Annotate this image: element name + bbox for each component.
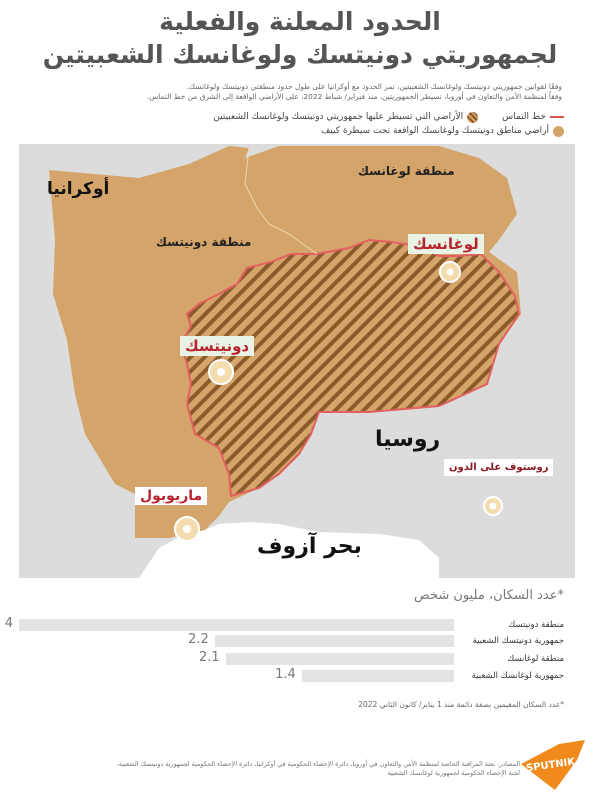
bar-category-label: جمهورية لوغانسك الشعبية [471,671,564,681]
intro-line-2: وفقاً لمنظمة الأمن والتعاون في أوروبا، تسيطر الجمهوريتين، منذ فبراير/ شباط 2022، على الأراضي الواقعة إلى الشرق من خط التماس. [146,92,562,101]
label-luhansk-city: لوغانسك [408,234,484,254]
bar-row [4,652,564,666]
label-russia: روسيا [375,427,441,452]
bar-category-label: جمهورية دونيتسك الشعبية [472,636,564,646]
rostov-city-center-icon [490,503,497,510]
footnote: *عدد السكان المقيمين بصفة دائمة منذ 1 يناير/ كانون الثاني 2022 [358,700,564,709]
intro-line-1: وفقًا لقوانين جمهوريتي دونيتسك ولوغانسك الشعبيتين، تمر الحدود مع أوكرانيا على طول حدود منطقتي دونيتسك ولوغانسك. [186,82,562,91]
intro-text [22,82,562,102]
legend-row-1 [213,110,564,124]
legend-hatched-label: الأراضي التي تسيطر عليها جمهوريتي دونيتسك ولوغانسك الشعبيتين [213,112,464,122]
bar [302,670,454,682]
map-legend [213,110,564,138]
legend-dotted-label: أراضي مناطق دونيتسك ولوغانسك الواقعة تحت سيطرة كييف [320,126,549,136]
contact-line-swatch-icon [550,116,564,118]
page-title [0,6,600,72]
map [19,144,575,578]
label-mariupol: ماريوبول [135,487,207,505]
luhansk-city-center-icon [447,269,454,276]
bar-row [4,618,564,632]
label-rostov: روستوف على الدون [444,459,553,476]
title-line-1: الحدود المعلنة والفعلية [159,7,441,36]
chart-title: *عدد السكان، مليون شخص [414,588,564,603]
bar [19,619,454,631]
bar [215,635,454,647]
label-ukraine: أوكرانيا [47,179,110,199]
mariupol-city-center-icon [183,525,191,533]
kyiv-area-swatch-icon [553,126,564,137]
sources [20,760,520,778]
bar-category-label: منطقة لوغانسك [507,654,564,664]
bar-row [4,634,564,648]
bar-value-label: 2.1 [198,650,220,665]
sources-line-1: المصادر: بعثة المراقبة الخاصة لمنظمة الأمن والتعاون في أوروبا، دائرة الإحصاء الحكومية في أوكرانيا، دائرة الإحصاء الحكومية لجمهورية دونيتسك الشعبية، [116,760,520,768]
label-donetsk-region: منطقة دونيتسك [156,235,252,249]
label-azov-sea: بحر آزوف [257,534,362,559]
bar-value-label: 4 [4,616,13,631]
label-donetsk-city: دونيتسك [180,336,254,356]
legend-row-2 [213,124,564,138]
bar [226,653,454,665]
sources-line-2: لجنة الإحصاء الحكومية لجمهورية لوغانسك الشعبية [387,769,520,777]
donetsk-city-center-icon [217,368,225,376]
label-luhansk-region: منطقة لوغانسك [358,164,455,178]
sputnik-logo-text: SPUTNIK [525,756,576,775]
bar-category-label: منطقة دونيتسك [508,620,564,630]
legend-line-label: خط التماس [502,112,546,122]
map-graphic [19,144,575,578]
hatched-area-swatch-icon [467,112,478,123]
bar-value-label: 2.2 [188,632,209,647]
title-line-2: لجمهوريتي دونيتسك ولوغانسك الشعبيتين [42,40,558,69]
bar-value-label: 1.4 [275,667,296,682]
bar-row [4,669,564,683]
